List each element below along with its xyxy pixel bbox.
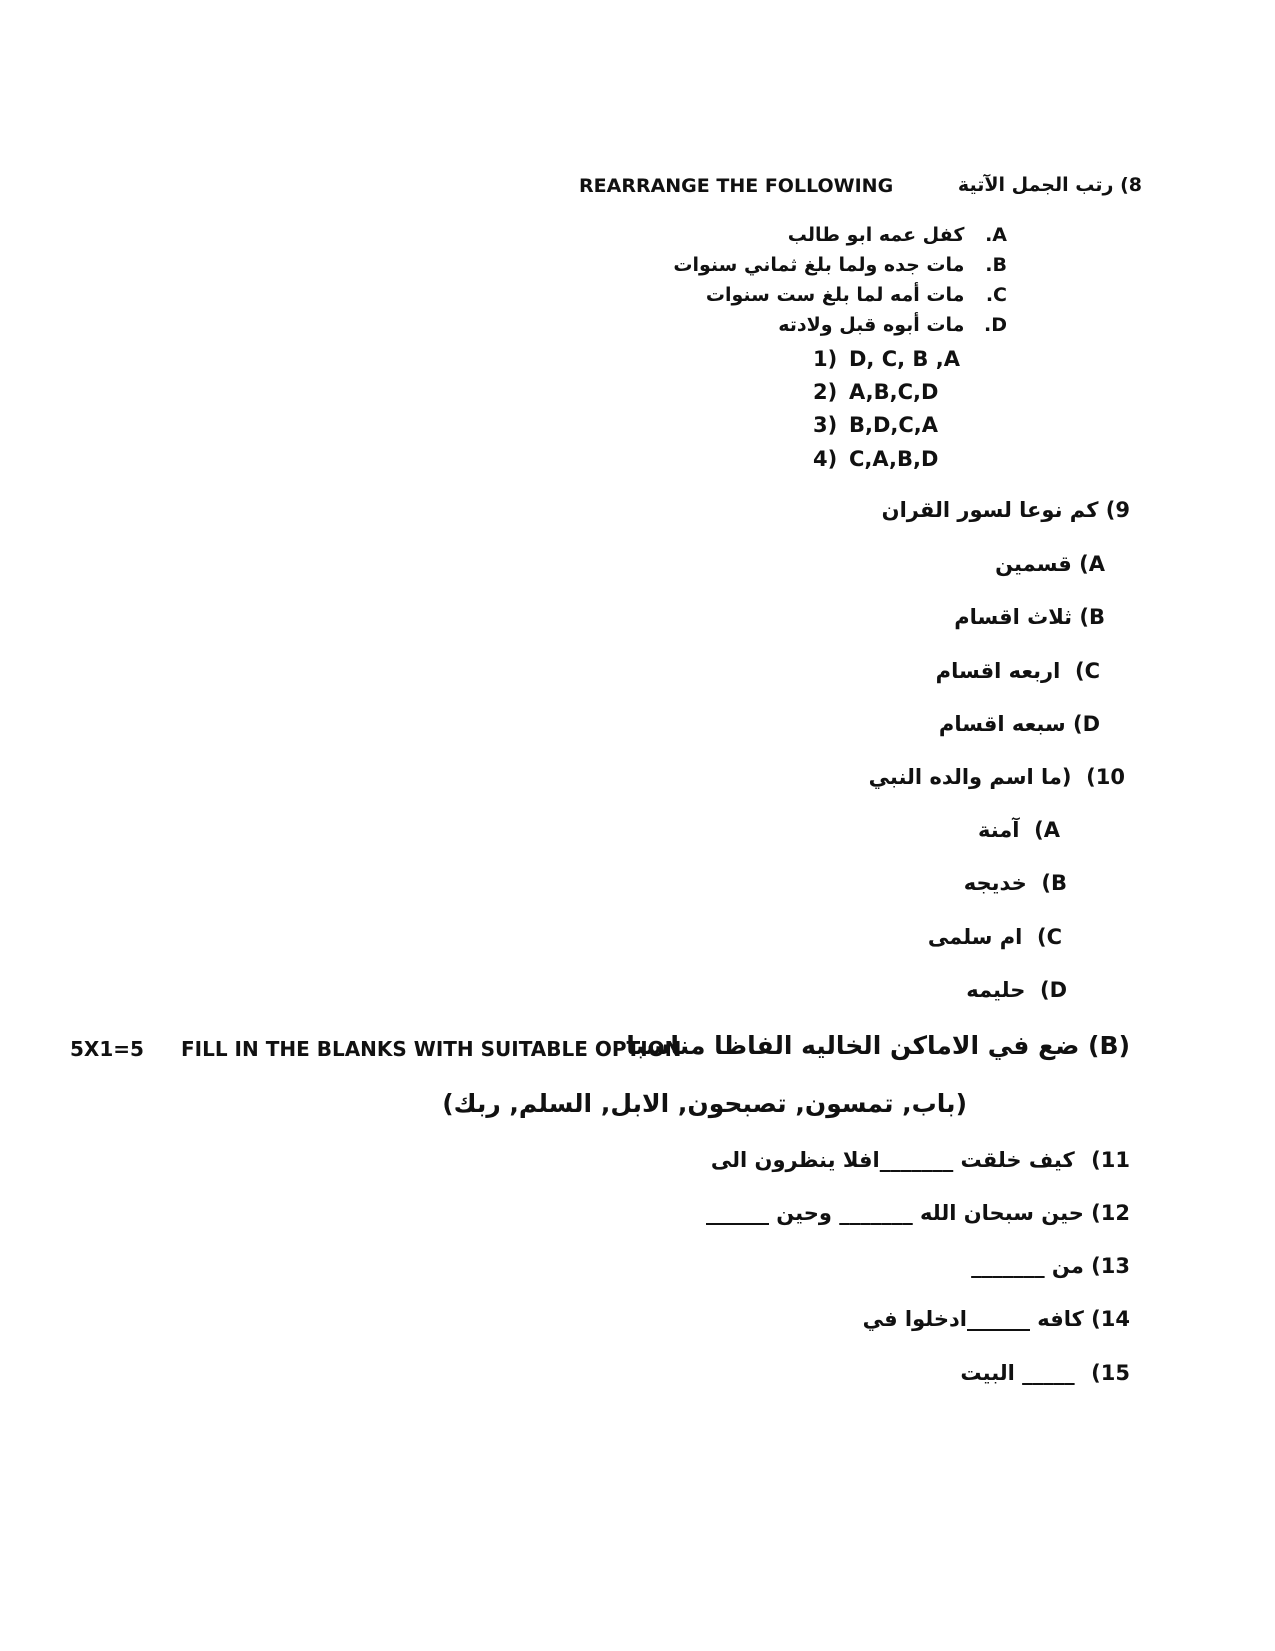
fill-blank-13: 13) من _______ [971, 1254, 1130, 1278]
q10-question: 10) (ما اسم والده النبي [868, 765, 1125, 789]
fill-blank-15: 15) _____ البيت [960, 1361, 1130, 1385]
section-b-title-ar: (B) ضع في الاماكن الخاليه الفاظا مناسبا [626, 1031, 1130, 1060]
q9-option-a: A) قسمين [995, 552, 1105, 576]
q8-sentence-c: C. مات أمه لما بلغ ست سنوات [705, 284, 1007, 306]
fill-blank-12: 12) حين سبحان الله _______ وحين ______ [705, 1201, 1130, 1225]
q9-number: 9) [1105, 498, 1130, 522]
q8-sentence-a: A. كفل عمه ابو طالب [787, 224, 1007, 246]
q10-option-b: B) خديجه [963, 871, 1067, 895]
q8-sentence-b: B. مات جده ولما بلغ ثماني سنوات [673, 254, 1007, 276]
q9-option-b: B) ثلاث اقسام [954, 605, 1105, 629]
q8-option-3: 3) B,D,C,A [813, 413, 939, 437]
q8-title-en: REARRANGE THE FOLLOWING [579, 175, 894, 197]
q8-sentence-d: D. مات أبوه قبل ولادته [778, 314, 1007, 336]
q9-question: 9) كم نوعا لسور القران [881, 498, 1130, 522]
q9-option-c: C) اربعه اقسام [935, 659, 1100, 683]
q9-option-d: D) سبعه اقسام [938, 712, 1100, 736]
section-b-marks: 5X1=5 [70, 1037, 144, 1061]
q10-option-d: D) حليمه [966, 978, 1067, 1002]
fill-blank-11: 11) كيف خلقت _______افلا ينظرون الى [710, 1148, 1130, 1172]
q10-option-c: C) ام سلمى [927, 925, 1062, 949]
section-b-word-bank: (باب, تمسون, تصبحون, الابل, السلم, ربك) [442, 1089, 967, 1118]
q8-option-4: 4) C,A,B,D [813, 447, 939, 471]
q8-option-2: 2) A,B,C,D [813, 380, 939, 404]
section-b-title-en: FILL IN THE BLANKS WITH SUITABLE OPTION [181, 1037, 682, 1061]
q8-option-1: 1) D, C, B ,A [813, 347, 960, 371]
q8-number: 8) [1120, 174, 1142, 196]
fill-blank-14: 14) كافه ______ادخلوا في [862, 1307, 1130, 1331]
q10-option-a: A) آمنة [977, 818, 1060, 842]
q8-header [958, 174, 1142, 196]
q8-title-ar: رتب الجمل الآتية [957, 174, 1114, 196]
q10-number: 10) [1086, 765, 1125, 789]
